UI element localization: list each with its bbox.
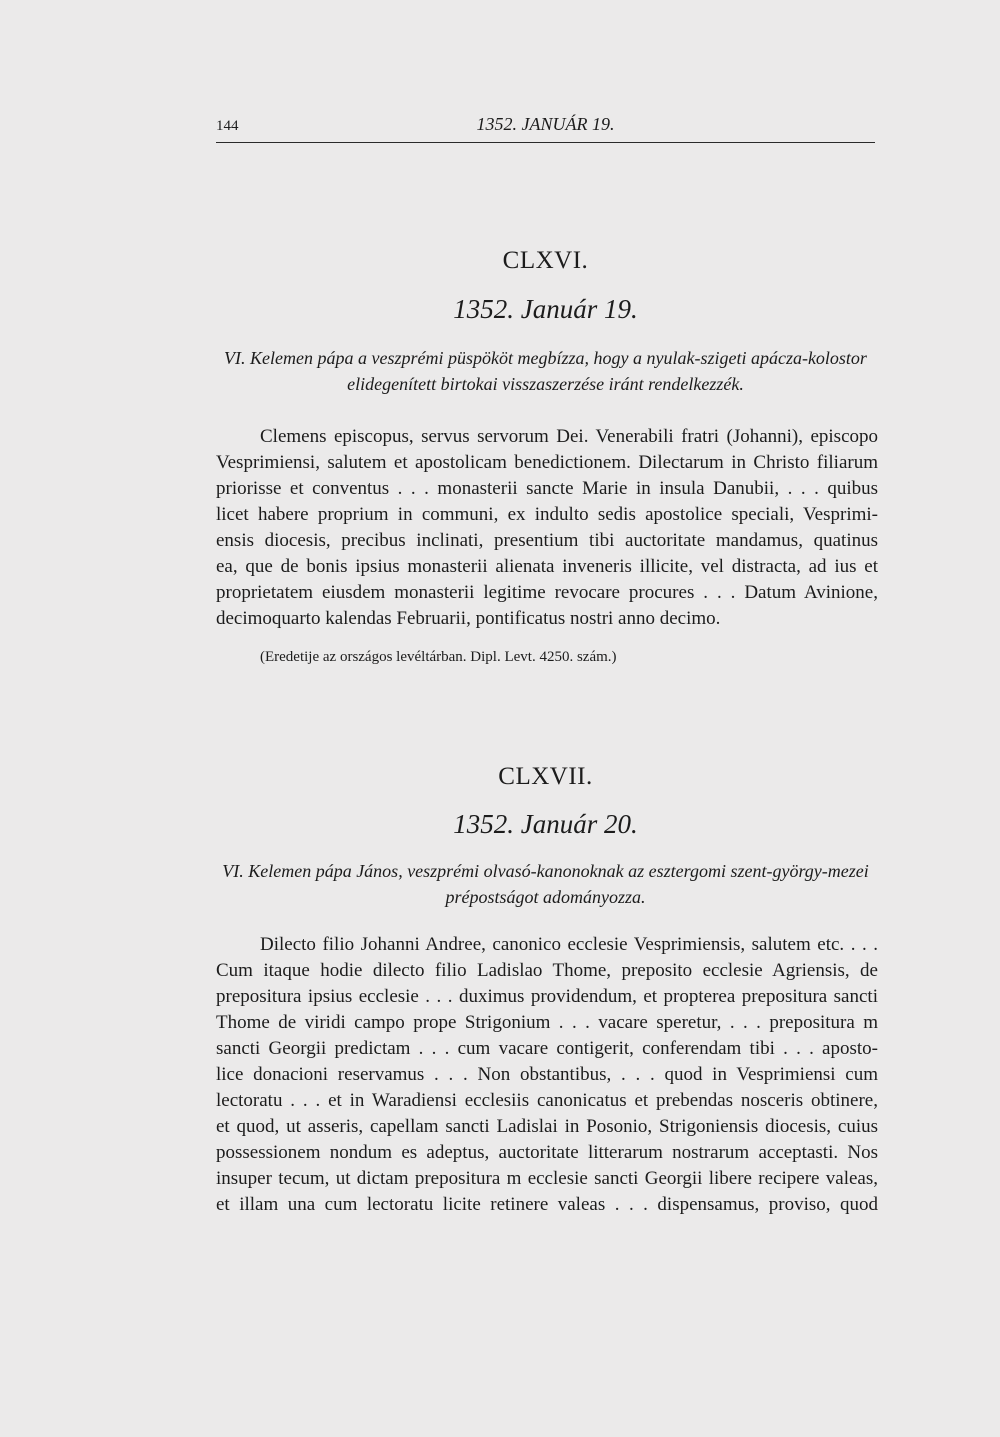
- running-head: [216, 112, 875, 143]
- text-line: Dilecto filio Johanni Andree, canonico ecclesie Vesprimiensis, salutem etc. . . .: [260, 934, 878, 955]
- text-line: et quod, ut asseris, capellam sancti Ladislai in Posonio, Strigoniensis diocesis, cuius: [216, 1116, 878, 1137]
- text-line: Vesprimiensi, salutem et apostolicam benedictionem. Dilectarum in Christo filiarum: [216, 452, 878, 473]
- text-line: priorisse et conventus . . . monasterii sancte Marie in insula Danubii, . . . quibus: [216, 478, 878, 499]
- running-head-date: 1352. JANUÁR 19.: [476, 114, 615, 134]
- text-line: et illam una cum lectoratu licite retinere valeas . . . dispensamus, proviso, quod: [216, 1194, 878, 1215]
- page-number: 144: [216, 118, 239, 134]
- text-line: insuper tecum, ut dictam prepositura m ecclesie sancti Georgii libere recipere valeas,: [216, 1168, 878, 1189]
- text-line: ensis diocesis, precibus inclinati, presentium tibi auctoritate mandamus, quatinus: [216, 530, 878, 551]
- document-regest: [216, 345, 875, 397]
- document-text: [216, 424, 878, 632]
- document-date: 1352. Január 20.: [453, 809, 638, 839]
- document-regest: [216, 858, 875, 910]
- text-line: decimoquarto kalendas Februarii, pontificatus nostri anno decimo.: [216, 608, 721, 629]
- source-note: (Eredetije az országos levéltárban. Dipl. Levt. 4250. szám.): [260, 649, 617, 665]
- text-line: lectoratu . . . et in Waradiensi ecclesiis canonicatus et prebendas nosceris obtinere,: [216, 1090, 878, 1111]
- document-number: CLXVI.: [502, 247, 589, 274]
- regest-line: elidegenített birtokai visszaszerzése iránt rendelkezzék.: [347, 374, 744, 394]
- text-line: Clemens episcopus, servus servorum Dei. Venerabili fratri (Johanni), episcopo: [260, 426, 878, 447]
- document-date: 1352. Január 19.: [453, 294, 638, 324]
- document-number: CLXVII.: [498, 763, 593, 790]
- text-line: sancti Georgii predictam . . . cum vacare contigerit, conferendam tibi . . . aposto-: [216, 1038, 878, 1059]
- text-line: Thome de viridi campo prope Strigonium . . . vacare speretur, . . . prepositura m: [216, 1012, 878, 1033]
- regest-line: prépostságot adományozza.: [445, 887, 646, 907]
- regest-line: VI. Kelemen pápa János, veszprémi olvasó-kanonoknak az esztergomi szent-györgy-mezei: [222, 861, 869, 881]
- text-line: Cum itaque hodie dilecto filio Ladislao Thome, preposito ecclesie Agriensis, de: [216, 960, 878, 981]
- text-line: prepositura ipsius ecclesie . . . duximus providendum, et propterea prepositura sancti: [216, 986, 878, 1007]
- text-line: possessionem nondum es adeptus, auctoritate litterarum nostrarum acceptasti. Nos: [216, 1142, 878, 1163]
- document-text: [216, 932, 878, 1218]
- text-line: ea, que de bonis ipsius monasterii alienata inveneris illicite, vel distracta, ad ius et: [216, 556, 878, 577]
- text-line: licet habere proprium in communi, ex indulto sedis apostolice speciali, Vesprimi-: [216, 504, 878, 525]
- regest-line: VI. Kelemen pápa a veszprémi püspököt megbízza, hogy a nyulak-szigeti apácza-kolostor: [224, 348, 867, 368]
- text-line: lice donacioni reservamus . . . Non obstantibus, . . . quod in Vesprimiensi cum: [216, 1064, 878, 1085]
- text-line: proprietatem eiusdem monasterii legitime revocare procures . . . Datum Avinione,: [216, 582, 878, 603]
